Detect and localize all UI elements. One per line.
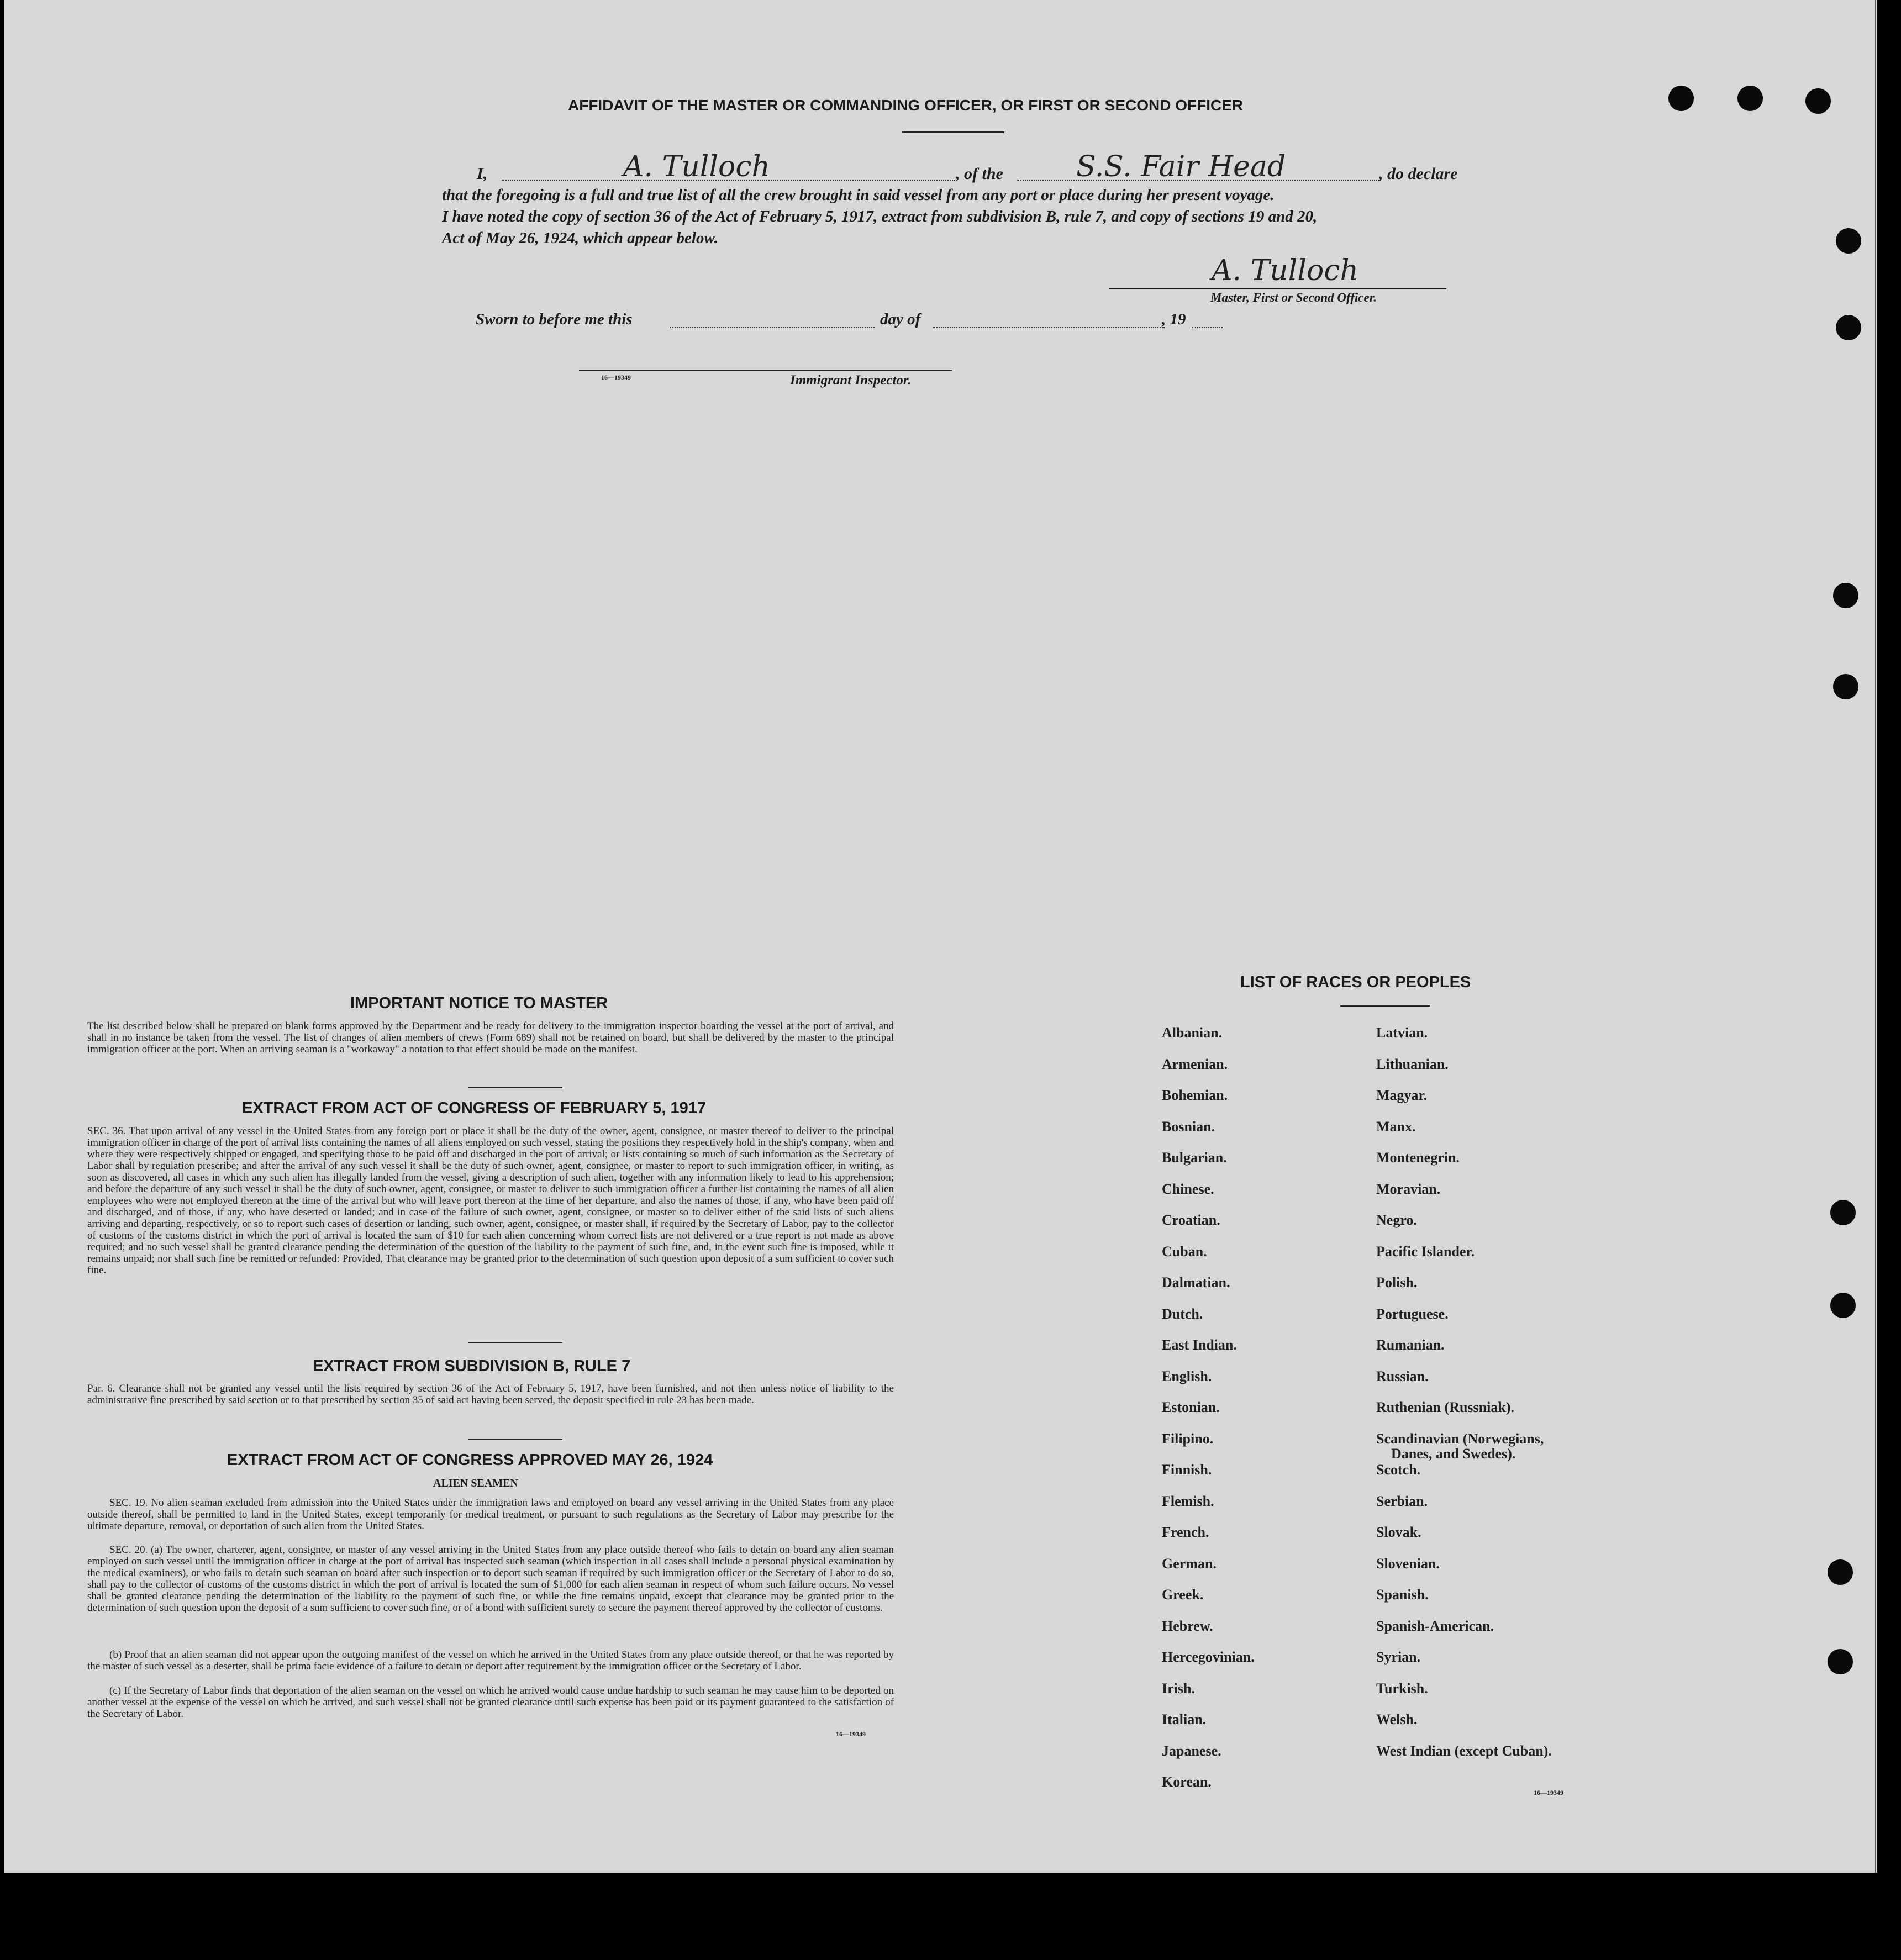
race-item: Negro.: [1376, 1212, 1417, 1228]
race-item: Finnish.: [1162, 1462, 1212, 1478]
signature-caption: Master, First or Second Officer.: [1210, 291, 1377, 304]
race-item: Montenegrin.: [1376, 1150, 1460, 1166]
punch-hole: [1805, 88, 1831, 114]
paper-sheet: [4, 0, 1877, 1873]
of-the-label: , of the: [956, 165, 1003, 183]
race-item: French.: [1162, 1524, 1209, 1540]
punch-hole: [1836, 315, 1861, 340]
race-item: Slovenian.: [1376, 1555, 1440, 1572]
race-item: Flemish.: [1162, 1493, 1214, 1509]
extract-1917-rule: [468, 1342, 562, 1343]
race-item: German.: [1162, 1555, 1217, 1572]
race-item: West Indian (except Cuban).: [1376, 1742, 1552, 1759]
extract-1917-text: SEC. 36. That upon arrival of any vessel in the United States from any foreign port or place it shall be the duty of the owner, agent, consignee, or master thereof to deliver to the principal immigration officer in charge of the port of arrival lists containing the names of all aliens employed on such vessel, stating the positions they respectively hold in the ship's company, when and where they were respectively shipped or engaged, and specifying those to be paid off and discharged in the port of arrival; or lists containing so much of such information as the Secretary of Labor shall by regulation prescribe; and after the arrival of any such vessel it shall be the duty of such owner, agent, consignee, or master to report to such immigration officer, in writing, as soon as discovered, all cases in which any such alien has illegally landed from the vessel, giving a description of such alien, together with any information likely to lead to his apprehension; and before the departure of any such vessel it shall be the duty of such owner, agent, consignee, or master to deliver to such immigration officer a further list containing the names of all alien employees who were not employed thereon at the time of the arrival but who will leave port thereon at the time of her departure, and also the names of those, if any, who have been paid off and discharged, and of those, if any, who have deserted or landed; and in case of the failure of such owner, agent, consignee, or master so to deliver either of the said lists of such aliens arriving and departing, respectively, or so to report such cases of desertion or landing, such owner, agent, consignee, or master shall, if required by the Secretary of Labor, pay to the collector of customs of the customs district in which the port of arrival is located the sum of $10 for each alien concerning whom correct lists are not delivered or a true report is not made as above required; and no such vessel shall be granted clearance pending the determination of the question of the liability to the payment of such fine, and, in the event such fine is imposed, while it remains unpaid; nor shall such fine be remitted or refunded: Provided, That clearance may be granted prior to the determination of such question upon deposit of a sum sufficient to cover such fine.: [87, 1125, 894, 1276]
punch-hole: [1668, 86, 1694, 111]
affidavit-body-line-2: I have noted the copy of section 36 of the Act of February 5, 1917, extract from subdivision B, rule 7, and copy of sections 19 and 20,: [442, 208, 1318, 225]
race-item: Croatian.: [1162, 1212, 1220, 1228]
race-item: Manx.: [1376, 1118, 1416, 1135]
extract-1924-subtitle: ALIEN SEAMEN: [433, 1477, 518, 1489]
race-item: Hercegovinian.: [1162, 1649, 1255, 1665]
race-item: Scandinavian (Norwegians,: [1376, 1430, 1544, 1447]
race-item: East Indian.: [1162, 1337, 1237, 1353]
inspector-line: [579, 370, 952, 371]
notice-rule: [468, 1087, 562, 1088]
sworn-label: Sworn to before me this: [476, 310, 633, 328]
race-item: Albanian.: [1162, 1025, 1223, 1041]
sworn-day-line: [670, 327, 875, 328]
race-item: Portuguese.: [1376, 1305, 1449, 1322]
punch-hole: [1737, 86, 1763, 111]
race-item: Bosnian.: [1162, 1118, 1215, 1135]
races-form-number: 16—19349: [1534, 1789, 1563, 1796]
race-item: Syrian.: [1376, 1649, 1421, 1665]
extract-1917-title: EXTRACT FROM ACT OF CONGRESS OF FEBRUARY 5, 1917: [242, 1099, 707, 1117]
races-title: LIST OF RACES OR PEOPLES: [1240, 973, 1471, 991]
punch-hole: [1830, 1293, 1856, 1318]
master-signature: A. Tulloch: [1212, 254, 1358, 287]
race-item: Slovak.: [1376, 1524, 1421, 1540]
inspector-form-number: 16—19349: [601, 373, 631, 381]
master-name-handwritten: A. Tulloch: [623, 150, 770, 183]
race-item: Dutch.: [1162, 1305, 1203, 1322]
race-item: Chinese.: [1162, 1181, 1214, 1197]
race-item: Italian.: [1162, 1711, 1207, 1727]
race-item: Moravian.: [1376, 1181, 1441, 1197]
affidavit-body-line-3: Act of May 26, 1924, which appear below.: [442, 229, 718, 247]
punch-hole: [1828, 1649, 1853, 1674]
race-item: Lithuanian.: [1376, 1056, 1449, 1072]
signature-line: [1109, 288, 1446, 289]
inspector-caption: Immigrant Inspector.: [790, 373, 912, 388]
race-item: Rumanian.: [1376, 1337, 1445, 1353]
sec20b-text: (b) Proof that an alien seaman did not appear upon the outgoing manifest of the vessel on which he arrived in the United States from any place outside thereof, or that he was reported by the master of such vessel as a deserter, shall be prima facie evidence of a failure to detain or deport after requirement by the immigration officer or the Secretary of Labor.: [87, 1649, 894, 1672]
race-item: Danes, and Swedes).: [1391, 1445, 1516, 1462]
sec20a-text: SEC. 20. (a) The owner, charterer, agent, consignee, or master of any vessel arriving in the United States from any place outside thereof who fails to detain on board any alien seaman employed on such vessel until the immigration officer in charge at the port of arrival has inspected such seaman (which inspection in all cases shall include a personal physical examination by the medical examiners), or who fails to detain such seaman on board after such inspection or to deport such seaman if required by such immigration officer or the Secretary of Labor to do so, shall pay to the collector of customs of the customs district in which the port of arrival is located the sum of $1,000 for each alien seaman in respect of whom such failure occurs. No vessel shall be granted clearance pending the determination of the liability to the payment of such fine, or while the fine remains unpaid, except that clearance may be granted prior to the determination of such question upon the deposit of a sum sufficient to cover such fine, or of a bond with sufficient surety to secure the payment thereof approved by the collector of customs.: [87, 1544, 894, 1614]
race-item: Cuban.: [1162, 1243, 1207, 1260]
paper-edge: [1875, 0, 1876, 1873]
vessel-name-handwritten: S.S. Fair Head: [1076, 150, 1286, 183]
race-item: Latvian.: [1376, 1025, 1428, 1041]
race-item: Magyar.: [1376, 1087, 1428, 1103]
punch-hole: [1833, 583, 1858, 608]
race-item: Dalmatian.: [1162, 1274, 1230, 1290]
race-item: Spanish.: [1376, 1587, 1429, 1603]
sec19-text: SEC. 19. No alien seaman excluded from admission into the United States under the immigration laws and employed on board any vessel arriving in the United States from any place outside thereof, shall be permitted to land in the United States, except temporarily for medical treatment, or pursuant to such regulations as the Secretary of Labor may prescribe for the ultimate departure, removal, or deportation of such alien from the United States.: [87, 1497, 894, 1532]
race-item: Ruthenian (Russniak).: [1376, 1399, 1514, 1415]
rule7-title: EXTRACT FROM SUBDIVISION B, RULE 7: [313, 1357, 631, 1375]
punch-hole: [1836, 228, 1861, 254]
race-item: Scotch.: [1376, 1462, 1421, 1478]
race-item: Filipino.: [1162, 1430, 1214, 1447]
i-label: I,: [477, 165, 488, 183]
sworn-month-line: [933, 327, 1165, 328]
affidavit-body-line-1: that the foregoing is a full and true list of all the crew brought in said vessel from any port or place during her present voyage.: [442, 186, 1275, 204]
races-rule: [1340, 1005, 1430, 1007]
race-item: Greek.: [1162, 1587, 1204, 1603]
punch-hole: [1828, 1559, 1853, 1585]
race-item: Russian.: [1376, 1368, 1429, 1384]
year-label: , 19: [1162, 310, 1186, 328]
race-item: Irish.: [1162, 1680, 1195, 1696]
notice-text: The list described below shall be prepared on blank forms approved by the Department and be ready for delivery to the immigration inspector boarding the vessel at the port of arrival, and shall in no instance be taken from the vessel. The list of changes of alien members of crews (Form 689) shall not be retained on board, but shall be delivered by the master to the principal immigration officer at the port. When an arriving seaman is a "workaway" a notation to that effect should be made on the manifest.: [87, 1020, 894, 1055]
sec20c-text: (c) If the Secretary of Labor finds that deportation of the alien seaman on the vessel on which he arrived would cause undue hardship to such seaman he may cause him to be deported on another vessel at the expense of the vessel on which he arrived, and such vessel shall not be granted clearance until such expense has been paid or its payment guaranteed to the satisfaction of the Secretary of Labor.: [87, 1685, 894, 1720]
punch-hole: [1830, 1200, 1856, 1225]
race-item: Polish.: [1376, 1274, 1418, 1290]
rule7-text: Par. 6. Clearance shall not be granted any vessel until the lists required by section 36 of the Act of February 5, 1917, have been furnished, and not then unless notice of liability to the administrative fine prescribed by said section or to that prescribed by section 35 of said act having been served, the deposit specified in rule 23 has been made.: [87, 1383, 894, 1406]
race-item: Pacific Islander.: [1376, 1243, 1475, 1260]
race-item: Bohemian.: [1162, 1087, 1228, 1103]
rule7-rule: [468, 1439, 562, 1440]
race-item: Welsh.: [1376, 1711, 1418, 1727]
race-item: Bulgarian.: [1162, 1150, 1227, 1166]
extract-1924-title: EXTRACT FROM ACT OF CONGRESS APPROVED MAY 26, 1924: [227, 1451, 713, 1469]
day-of-label: day of: [880, 310, 921, 328]
punch-hole: [1833, 674, 1858, 699]
bleed-through-text: [1054, 420, 1063, 436]
race-item: Turkish.: [1376, 1680, 1428, 1696]
race-item: Hebrew.: [1162, 1617, 1213, 1634]
race-item: Estonian.: [1162, 1399, 1220, 1415]
do-declare-label: , do declare: [1379, 165, 1458, 183]
title-rule: [902, 131, 1004, 133]
extract-form-number: 16—19349: [836, 1730, 866, 1738]
sworn-year-line: [1192, 327, 1223, 328]
race-item: English.: [1162, 1368, 1212, 1384]
race-item: Korean.: [1162, 1774, 1212, 1790]
race-item: Armenian.: [1162, 1056, 1228, 1072]
race-item: Serbian.: [1376, 1493, 1428, 1509]
race-item: Japanese.: [1162, 1742, 1221, 1759]
race-item: Spanish-American.: [1376, 1617, 1494, 1634]
affidavit-title: AFFIDAVIT OF THE MASTER OR COMMANDING OFFICER, OR FIRST OR SECOND OFFICER: [568, 97, 1244, 114]
notice-title: IMPORTANT NOTICE TO MASTER: [350, 994, 608, 1012]
